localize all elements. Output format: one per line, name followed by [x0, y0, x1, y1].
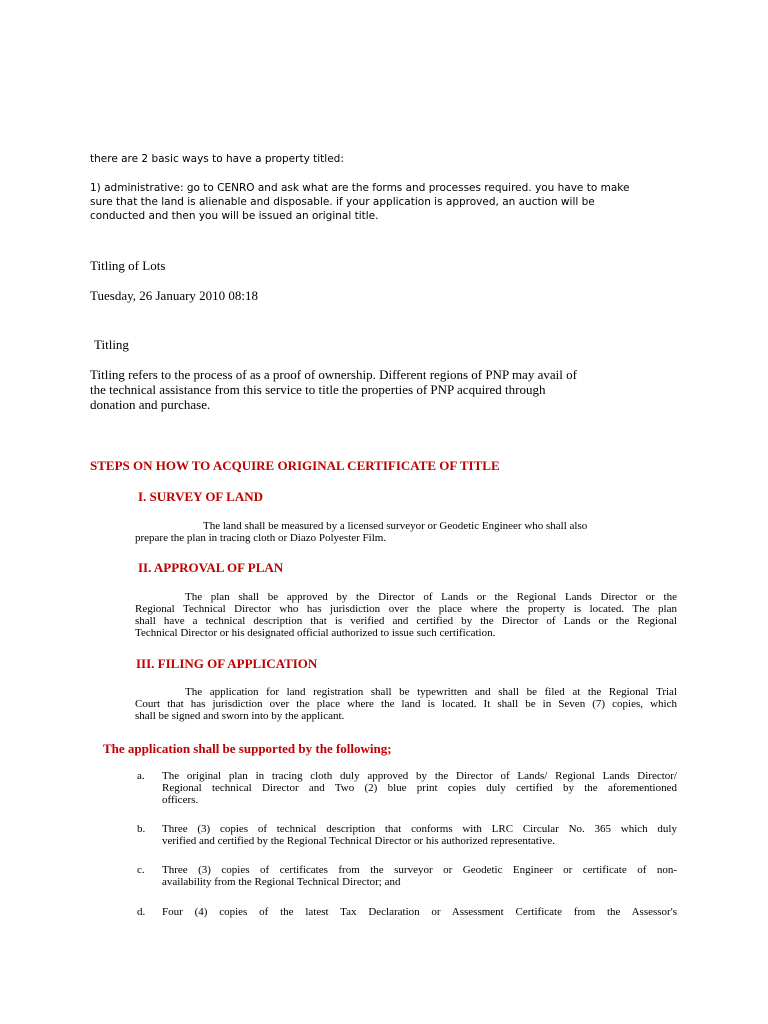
steps-heading: STEPS ON HOW TO ACQUIRE ORIGINAL CERTIFICATE OF TITLE	[90, 458, 500, 473]
list-item-line: Four (4) copies of the latest Tax Declaration or Assessment Certificate from the Assessor's	[162, 906, 677, 918]
article-paragraph-line: Titling refers to the process of as a proof of ownership. Different regions of PNP may avail of	[90, 367, 577, 382]
list-item	[162, 864, 677, 888]
intro-line: there are 2 basic ways to have a property titled:	[90, 153, 344, 165]
section-body-line: shall be signed and sworn into by the applicant.	[135, 710, 345, 722]
list-item-line: Three (3) copies of technical description that conforms with LRC Circular No. 365 which duly	[162, 823, 677, 835]
list-item-line: Three (3) copies of certificates from the surveyor or Geodetic Engineer or certificate of non-	[162, 864, 677, 876]
article-subtitle: Titling	[94, 337, 129, 352]
section-body-line: Court that has jurisdiction over the place where the land is located. It shall be in Seven (7) copies, which	[135, 698, 677, 710]
section-heading-approval: II. APPROVAL OF PLAN	[138, 560, 284, 575]
list-item	[162, 823, 677, 847]
section-body-line: shall have a technical description that is verified and certified by the Director of Lands or the Regional	[135, 615, 677, 627]
article-paragraph-line: the technical assistance from this service to title the properties of PNP acquired through	[90, 382, 546, 397]
list-item-line: availability from the Regional Technical Director; and	[162, 876, 401, 888]
section-heading-filing: III. FILING OF APPLICATION	[136, 656, 318, 671]
list-item-line: Regional technical Director and Two (2) blue print copies duly certified by the aforementioned	[162, 782, 677, 794]
list-item-line: verified and certified by the Regional Technical Director or his authorized representative.	[162, 835, 556, 847]
intro-paragraph-line: 1) administrative: go to CENRO and ask what are the forms and processes required. you have to make	[90, 182, 630, 194]
section-body-line: Regional Technical Director who has jurisdiction over the place where the property is located. The plan	[135, 603, 677, 615]
section-body-line: Technical Director or his designated official authorized to issue such certification.	[135, 627, 496, 639]
intro-paragraph	[90, 181, 690, 223]
list-item-line: officers.	[162, 794, 199, 806]
section-body-approval	[135, 591, 677, 639]
section-body-line: The land shall be measured by a licensed surveyor or Geodetic Engineer who shall also	[203, 520, 588, 532]
list-item-letter: a.	[137, 770, 145, 782]
section-body-line: The application for land registration shall be typewritten and shall be filed at the Regional Trial	[185, 686, 677, 698]
intro-paragraph-line: conducted and then you will be issued an original title.	[90, 210, 379, 222]
article-paragraph-line: donation and purchase.	[90, 397, 211, 412]
article-title: Titling of Lots	[90, 258, 166, 273]
section-body-survey	[135, 520, 680, 544]
article-date: Tuesday, 26 January 2010 08:18	[90, 288, 259, 303]
section-heading-survey: I. SURVEY OF LAND	[138, 489, 263, 504]
list-item-line: The original plan in tracing cloth duly approved by the Director of Lands/ Regional Lands Director/	[162, 770, 677, 782]
support-heading: The application shall be supported by the following;	[103, 741, 392, 756]
list-item-letter: c.	[137, 864, 145, 876]
list-item	[162, 906, 677, 918]
section-body-line: prepare the plan in tracing cloth or Diazo Polyester Film.	[135, 532, 387, 544]
list-item-letter: b.	[137, 823, 146, 835]
article-paragraph	[90, 367, 670, 412]
section-body-line: The plan shall be approved by the Director of Lands or the Regional Lands Director or the	[185, 591, 677, 603]
list-item-letter: d.	[137, 906, 146, 918]
section-body-filing	[135, 686, 677, 722]
intro-paragraph-line: sure that the land is alienable and disposable. if your application is approved, an auction will be	[90, 196, 595, 208]
list-item	[162, 770, 677, 806]
